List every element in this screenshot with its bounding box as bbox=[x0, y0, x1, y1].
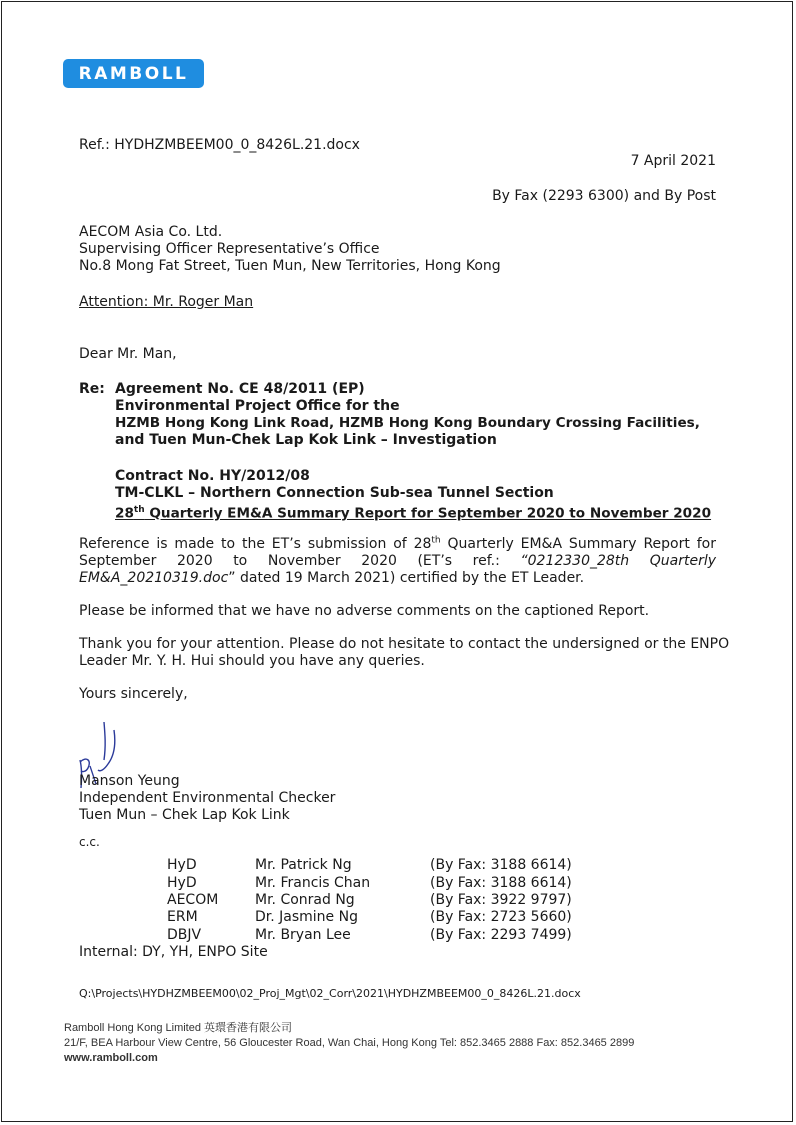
cc-name: Dr. Jasmine Ng bbox=[255, 909, 358, 925]
cc-fax: (By Fax: 2293 7499) bbox=[430, 927, 572, 943]
contract-number: Contract No. HY/2012/08 bbox=[115, 468, 310, 484]
re-label: Re: bbox=[79, 381, 105, 397]
signatory-name: Manson Yeung bbox=[79, 773, 180, 789]
cc-fax: (By Fax: 3922 9797) bbox=[430, 892, 572, 908]
re-project-scope: HZMB Hong Kong Link Road, HZMB Hong Kong Boundary Crossing Facilities, bbox=[115, 415, 700, 431]
cc-label: c.c. bbox=[79, 835, 100, 849]
re-project-office: Environmental Project Office for the bbox=[115, 398, 400, 414]
reference-number: Ref.: HYDHZMBEEM00_0_8426L.21.docx bbox=[79, 137, 360, 153]
cc-fax: (By Fax: 3188 6614) bbox=[430, 857, 572, 873]
ref-word-9: Quarterly bbox=[649, 553, 716, 569]
paragraph-thanks-line-1: Thank you for your attention. Please do not hesitate to contact the undersigned or the ENPO bbox=[79, 636, 730, 652]
delivery-method: By Fax (2293 6300) and By Post bbox=[492, 188, 716, 204]
closing: Yours sincerely, bbox=[79, 686, 188, 702]
cc-fax: (By Fax: 3188 6614) bbox=[430, 875, 572, 891]
ref-ordinal: th bbox=[431, 535, 441, 546]
cc-name: Mr. Bryan Lee bbox=[255, 927, 351, 943]
cc-fax: (By Fax: 2723 5660) bbox=[430, 909, 572, 925]
re-agreement: Agreement No. CE 48/2011 (EP) bbox=[115, 381, 365, 397]
cc-name: Mr. Conrad Ng bbox=[255, 892, 355, 908]
re-project-link: and Tuen Mun-Chek Lap Kok Link – Investigation bbox=[115, 432, 497, 448]
letter-date: 7 April 2021 bbox=[630, 153, 716, 169]
addressee-address: No.8 Mong Fat Street, Tuen Mun, New Territories, Hong Kong bbox=[79, 258, 501, 274]
attention-line: Attention: Mr. Roger Man bbox=[79, 294, 254, 310]
paragraph-reference-line-1 bbox=[79, 536, 716, 553]
ref-text-a: Reference is made to the ET’s submission of 28 bbox=[79, 536, 432, 552]
internal-distribution: Internal: DY, YH, ENPO Site bbox=[79, 944, 268, 960]
ref-word-8: “0212330_28th bbox=[520, 553, 630, 569]
paragraph-reference bbox=[79, 536, 716, 587]
ref-word-3: to bbox=[233, 553, 248, 569]
paragraph-no-comments: Please be informed that we have no adverse comments on the captioned Report. bbox=[79, 603, 650, 619]
contract-section: TM-CLKL – Northern Connection Sub-sea Tunnel Section bbox=[115, 485, 554, 501]
paragraph-thanks-line-2: Leader Mr. Y. H. Hui should you have any queries. bbox=[79, 653, 425, 669]
ref-text-c: ” dated 19 March 2021) certified by the ET Leader. bbox=[228, 570, 585, 586]
subject-ordinal: th bbox=[133, 505, 145, 515]
ref-filename: EM&A_20210319.doc bbox=[79, 570, 229, 586]
file-path: Q:\Projects\HYDHZMBEEM00\02_Proj_Mgt\02_Corr\2021\HYDHZMBEEM00_0_8426L.21.docx bbox=[79, 987, 581, 1000]
subject-line bbox=[115, 502, 711, 523]
ref-word-1: September bbox=[79, 553, 157, 569]
salutation: Dear Mr. Man, bbox=[79, 346, 177, 362]
cc-name: Mr. Patrick Ng bbox=[255, 857, 352, 873]
signatory-project: Tuen Mun – Chek Lap Kok Link bbox=[79, 807, 290, 823]
ramboll-logo bbox=[63, 59, 204, 88]
cc-org: HyD bbox=[167, 857, 197, 873]
ref-word-4: November bbox=[267, 553, 341, 569]
cc-org: HyD bbox=[167, 875, 197, 891]
signatory-title: Independent Environmental Checker bbox=[79, 790, 336, 806]
footer-company: Ramboll Hong Kong Limited 英環香港有限公司 bbox=[64, 1022, 293, 1034]
cc-org: DBJV bbox=[167, 927, 202, 943]
addressee-office: Supervising Officer Representative’s Office bbox=[79, 241, 380, 257]
cc-org: AECOM bbox=[167, 892, 219, 908]
cc-org: ERM bbox=[167, 909, 198, 925]
footer-website: www.ramboll.com bbox=[64, 1052, 158, 1064]
ref-word-6: (ET’s bbox=[417, 553, 453, 569]
logo-text: RAMBOLL bbox=[78, 63, 189, 84]
ref-word-5: 2020 bbox=[361, 553, 397, 569]
subject-number: 28 bbox=[115, 505, 134, 522]
ref-word-7: ref.: bbox=[472, 553, 500, 569]
paragraph-reference-line-3 bbox=[79, 570, 716, 587]
ref-text-b: Quarterly EM&A Summary Report for bbox=[440, 536, 716, 552]
footer-address: 21/F, BEA Harbour View Centre, 56 Gloucester Road, Wan Chai, Hong Kong Tel: 852.3465 2888 Fax: 852.3465 2899 bbox=[64, 1037, 635, 1049]
subject-title: Quarterly EM&A Summary Report for September 2020 to November 2020 bbox=[144, 505, 712, 522]
cc-name: Mr. Francis Chan bbox=[255, 875, 371, 891]
addressee-company: AECOM Asia Co. Ltd. bbox=[79, 224, 223, 240]
paragraph-reference-line-2 bbox=[79, 553, 716, 570]
ref-word-2: 2020 bbox=[176, 553, 213, 569]
